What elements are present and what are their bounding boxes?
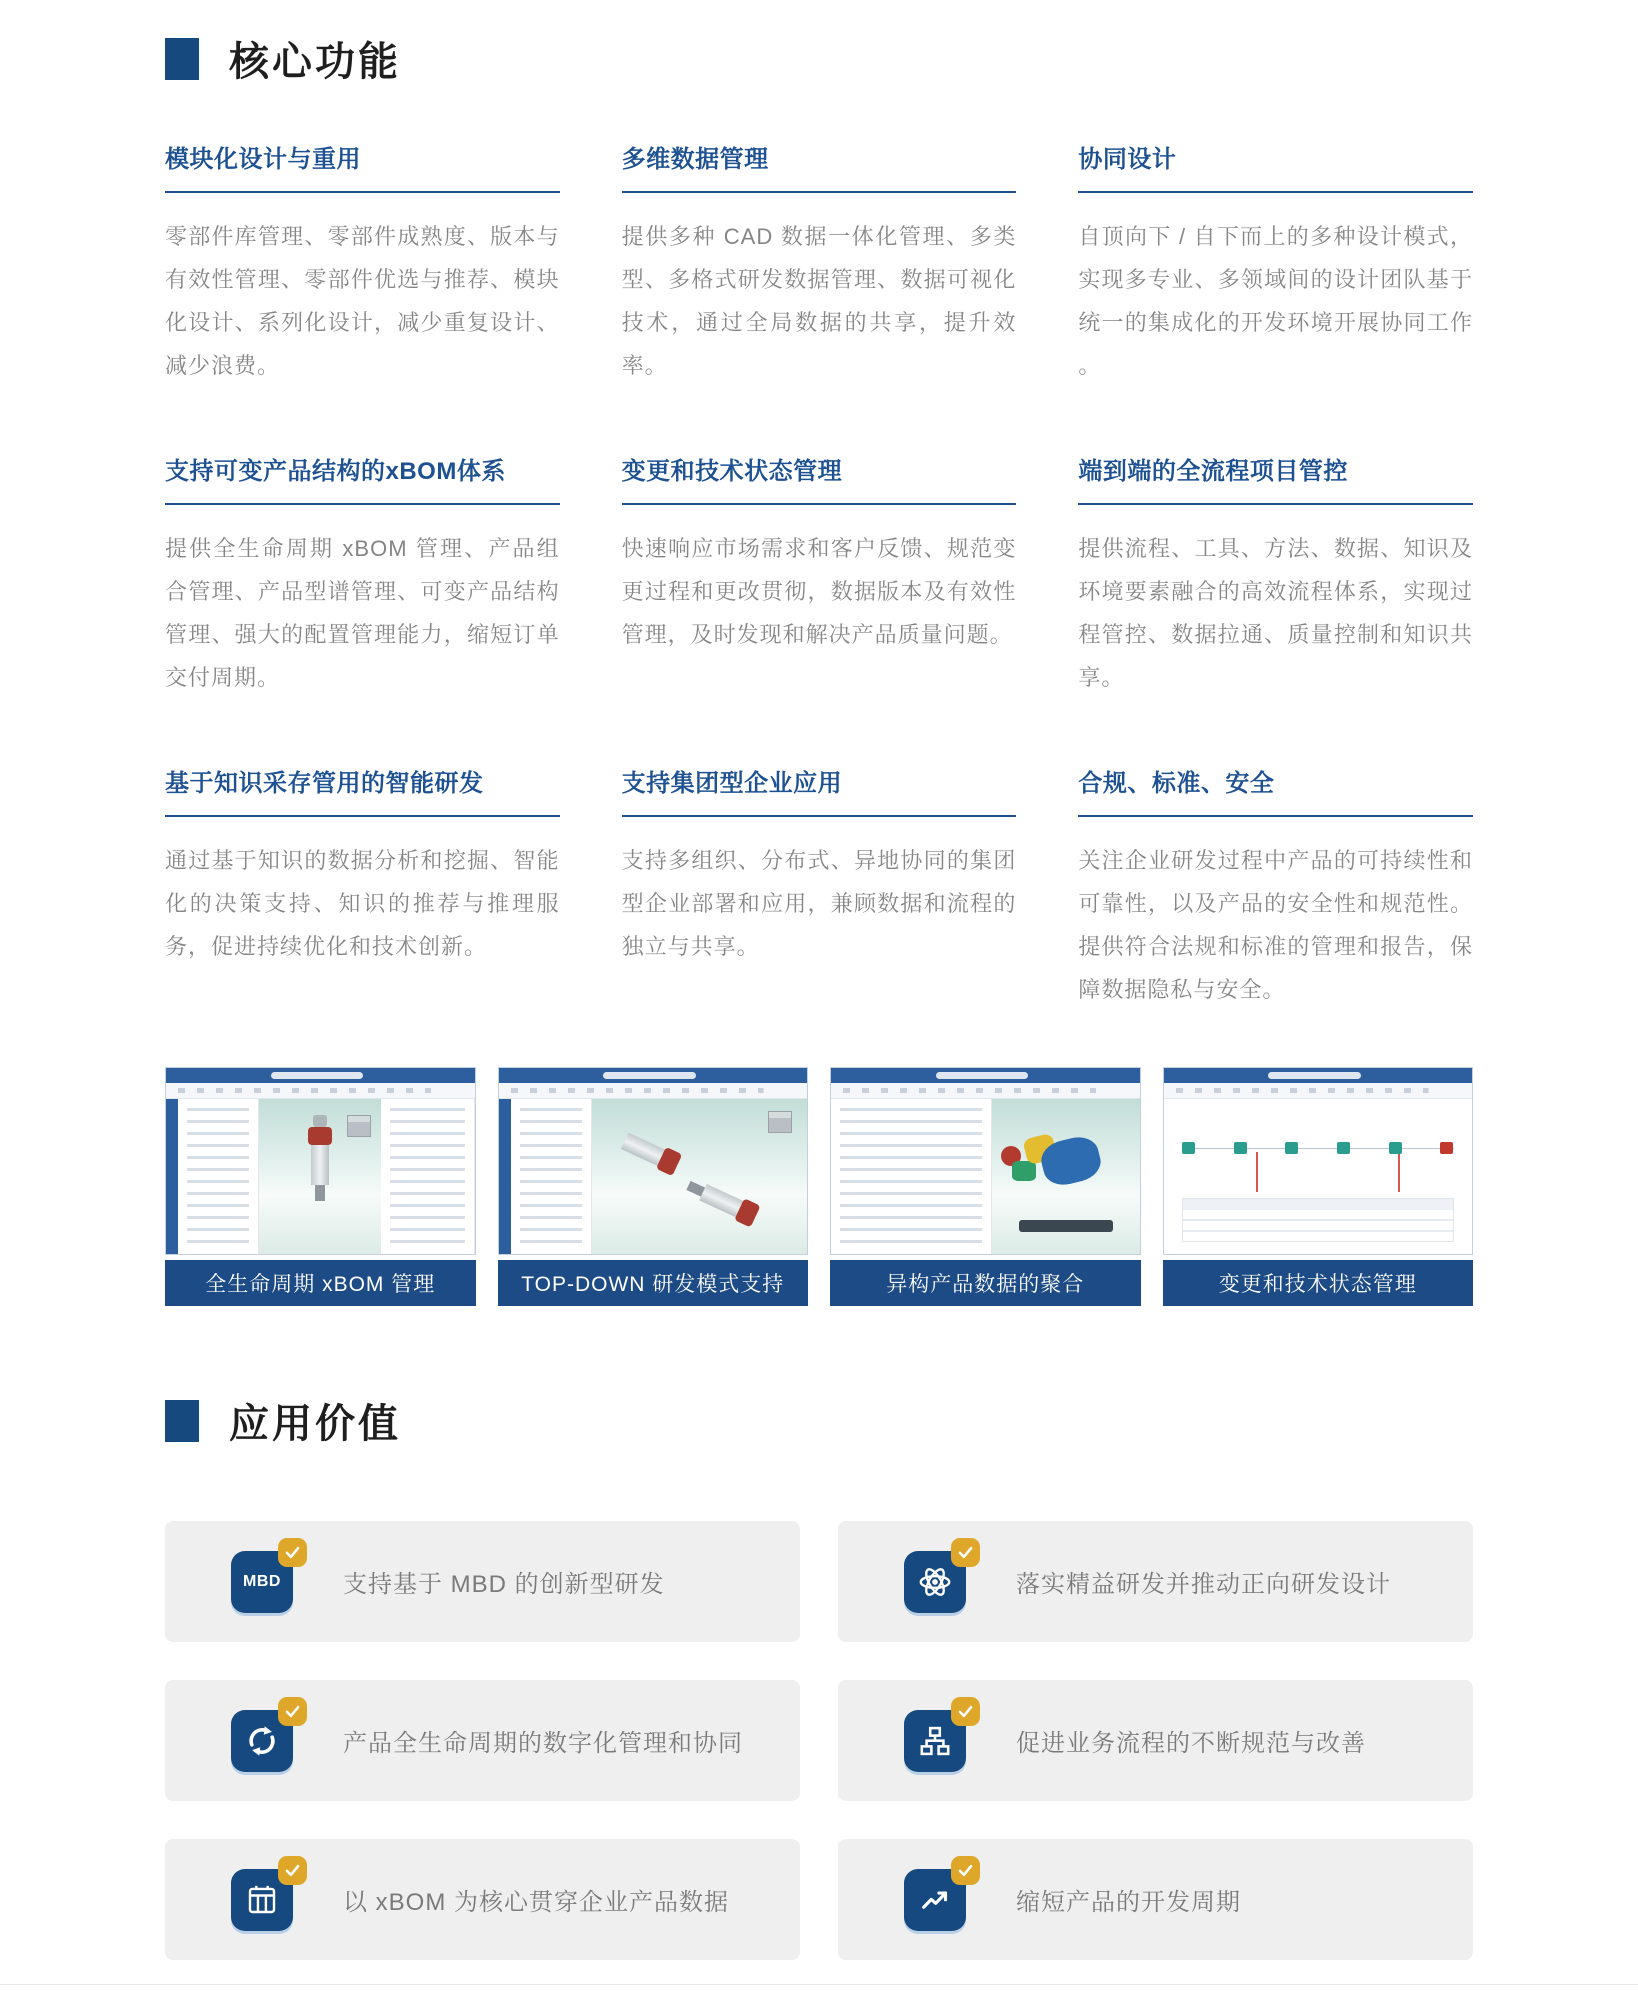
feature-body: 支持多组织、分布式、异地协同的集团型企业部署和应用，兼顾数据和流程的独立与共享。 — [621, 848, 1017, 959]
part-segment — [313, 1115, 327, 1127]
feature-body: 通过基于知识的数据分析和挖掘、智能化的决策支持、知识的推荐与推理服务，促进持续优化和技术创新。 — [165, 848, 560, 959]
check-badge-icon — [951, 1856, 980, 1885]
value-label: 促进业务流程的不断规范与改善 — [1016, 1730, 1366, 1757]
feature-title: 模块化设计与重用 — [165, 139, 560, 193]
screenshot-caption: 变更和技术状态管理 — [1163, 1260, 1474, 1306]
table-icon — [231, 1869, 293, 1931]
thumb-side-rail — [166, 1099, 178, 1254]
value-card-lean-rd — [838, 1521, 1473, 1642]
search-pill — [1268, 1072, 1361, 1079]
screenshot-hetero-data — [830, 1067, 1141, 1306]
check-badge-icon — [278, 1538, 307, 1567]
feature-card-group-enterprise — [622, 763, 1017, 1011]
thumb-toolbar — [1164, 1083, 1473, 1099]
screenshot-thumbnail-xbom — [165, 1067, 476, 1255]
value-label: 产品全生命周期的数字化管理和协同 — [343, 1730, 743, 1757]
flow-node — [1285, 1142, 1298, 1154]
feature-body: 提供多种 CAD 数据一体化管理、多类型、多格式研发数据管理、数据可视化技术，通过全局数据的共享，提升效率。 — [621, 224, 1017, 378]
part-cylinder — [684, 1175, 761, 1228]
screenshot-caption: 异构产品数据的聚合 — [830, 1260, 1141, 1306]
thumb-tree-panel — [178, 1099, 259, 1254]
feature-card-compliance-security — [1078, 763, 1473, 1011]
feature-body: 提供全生命周期 xBOM 管理、产品组合管理、产品型谱管理、可变产品结构管理、强大的配置管理能力，缩短订单交付周期。 — [165, 536, 560, 690]
feature-title: 合规、标准、安全 — [1078, 763, 1473, 817]
thumb-toolbar — [831, 1083, 1140, 1099]
part-segment — [311, 1145, 329, 1185]
thumb-titlebar — [499, 1068, 808, 1083]
motor-housing — [1012, 1161, 1036, 1181]
search-pill — [271, 1072, 364, 1079]
lifecycle-icon — [231, 1710, 293, 1772]
feature-body: 关注企业研发过程中产品的可持续性和可靠性，以及产品的安全性和规范性。提供符合法规和标准的管理和报告，保障数据隐私与安全。 — [1078, 848, 1473, 1002]
feature-card-collaborative-design — [1078, 139, 1473, 387]
part-cylinder — [620, 1130, 683, 1176]
feature-card-modular-design — [165, 139, 560, 387]
feature-card-change-management — [622, 451, 1017, 699]
feature-body: 自顶向下 / 自下而上的多种设计模式，实现多专业、多领域间的设计团队基于统一的集成化的开发环境开展协同工作 。 — [1078, 224, 1473, 378]
value-card-lifecycle — [165, 1680, 800, 1801]
flow-node-alert — [1440, 1142, 1453, 1154]
check-badge-icon — [951, 1538, 980, 1567]
core-section-title: 核心功能 — [229, 40, 401, 84]
part-segment — [699, 1184, 743, 1217]
part-segment — [308, 1127, 332, 1145]
screenshot-thumbnail-hetero-data — [830, 1067, 1141, 1255]
search-pill — [603, 1072, 696, 1079]
thumb-content — [166, 1099, 475, 1254]
feature-body: 零部件库管理、零部件成熟度、版本与有效性管理、零部件优选与推荐、模块化设计、系列化设计，减少重复设计、减少浪费。 — [165, 224, 560, 378]
value-card-shorten-cycle — [838, 1839, 1473, 1960]
flow-connector — [1398, 1152, 1400, 1192]
section-marker-icon — [165, 38, 199, 80]
thumb-titlebar — [166, 1068, 475, 1083]
feature-title: 变更和技术状态管理 — [622, 451, 1017, 505]
check-badge-icon — [278, 1697, 307, 1726]
thumb-flow-canvas — [1164, 1099, 1473, 1254]
thumb-3d-viewport — [259, 1099, 381, 1254]
check-badge-icon — [951, 1697, 980, 1726]
flow-node — [1337, 1142, 1350, 1154]
feature-title: 基于知识采存管用的智能研发 — [165, 763, 560, 817]
mbd-icon-text: MBD — [243, 1572, 281, 1590]
flow-node — [1182, 1142, 1195, 1154]
screenshot-xbom — [165, 1067, 476, 1306]
part-segment — [621, 1132, 665, 1165]
feature-title: 协同设计 — [1078, 139, 1473, 193]
value-label: 支持基于 MBD 的创新型研发 — [343, 1571, 665, 1598]
part-motor-assembly — [992, 1099, 1139, 1254]
feature-title: 端到端的全流程项目管控 — [1078, 451, 1473, 505]
thumb-toolbar — [166, 1083, 475, 1099]
thumb-titlebar — [831, 1068, 1140, 1083]
part-segment — [315, 1185, 325, 1201]
value-label: 落实精益研发并推动正向研发设计 — [1016, 1571, 1391, 1598]
mbd-icon — [231, 1551, 293, 1613]
value-label: 缩短产品的开发周期 — [1016, 1889, 1241, 1916]
core-section-header — [165, 30, 1473, 87]
thumb-toolbar — [499, 1083, 808, 1099]
thumb-3d-viewport — [592, 1099, 807, 1254]
page-footer-divider — [0, 1984, 1638, 1985]
thumb-content — [1164, 1099, 1473, 1254]
feature-title: 支持集团型企业应用 — [622, 763, 1017, 817]
screenshots-row — [165, 1067, 1473, 1306]
feature-title: 支持可变产品结构的xBOM体系 — [165, 451, 560, 505]
feature-card-multi-dim-data — [622, 139, 1017, 387]
flow-connector — [1256, 1152, 1258, 1192]
motor-base — [1019, 1220, 1113, 1232]
screenshot-thumbnail-topdown — [498, 1067, 809, 1255]
feature-card-project-control — [1078, 451, 1473, 699]
thumb-tree-panel-right — [381, 1099, 475, 1254]
thumb-content — [831, 1099, 1140, 1254]
value-card-mbd — [165, 1521, 800, 1642]
atom-icon — [904, 1551, 966, 1613]
feature-body: 提供流程、工具、方法、数据、知识及环境要素融合的高效流程体系，实现过程管控、数据拉通、质量控制和知识共享。 — [1078, 536, 1473, 690]
feature-body: 快速响应市场需求和客户反馈、规范变更过程和更改贯彻，数据版本及有效性管理，及时发现和解决产品质量问题。 — [621, 536, 1017, 647]
thumb-titlebar — [1164, 1068, 1473, 1083]
workflow-icon — [904, 1710, 966, 1772]
search-pill — [936, 1072, 1029, 1079]
screenshot-caption: TOP-DOWN 研发模式支持 — [498, 1260, 809, 1306]
thumb-tree-panel — [511, 1099, 592, 1254]
trend-icon — [904, 1869, 966, 1931]
workflow-nodes — [1182, 1142, 1454, 1154]
feature-grid — [165, 139, 1473, 1011]
part-cylinder — [308, 1115, 332, 1201]
thumb-3d-viewport — [992, 1099, 1139, 1254]
part-cube — [768, 1111, 792, 1133]
feature-card-xbom-system — [165, 451, 560, 699]
value-section-title: 应用价值 — [229, 1402, 401, 1446]
value-label: 以 xBOM 为核心贯穿企业产品数据 — [343, 1889, 730, 1916]
thumb-content — [499, 1099, 808, 1254]
screenshot-caption: 全生命周期 xBOM 管理 — [165, 1260, 476, 1306]
thumb-side-rail — [499, 1099, 511, 1254]
thumb-text-panel — [831, 1099, 992, 1254]
screenshot-topdown — [498, 1067, 809, 1306]
screenshot-thumbnail-change-mgmt — [1163, 1067, 1474, 1255]
value-card-xbom-data — [165, 1839, 800, 1960]
flow-node — [1389, 1142, 1402, 1154]
flow-node — [1234, 1142, 1247, 1154]
feature-title: 多维数据管理 — [622, 139, 1017, 193]
feature-card-knowledge-rd — [165, 763, 560, 1011]
section-marker-icon — [165, 1400, 199, 1442]
screenshot-change-mgmt — [1163, 1067, 1474, 1306]
value-section-header — [165, 1392, 1473, 1449]
thumb-table — [1182, 1198, 1454, 1241]
value-grid — [165, 1521, 1473, 1960]
value-card-workflow — [838, 1680, 1473, 1801]
part-cube — [347, 1115, 371, 1137]
check-badge-icon — [278, 1856, 307, 1885]
